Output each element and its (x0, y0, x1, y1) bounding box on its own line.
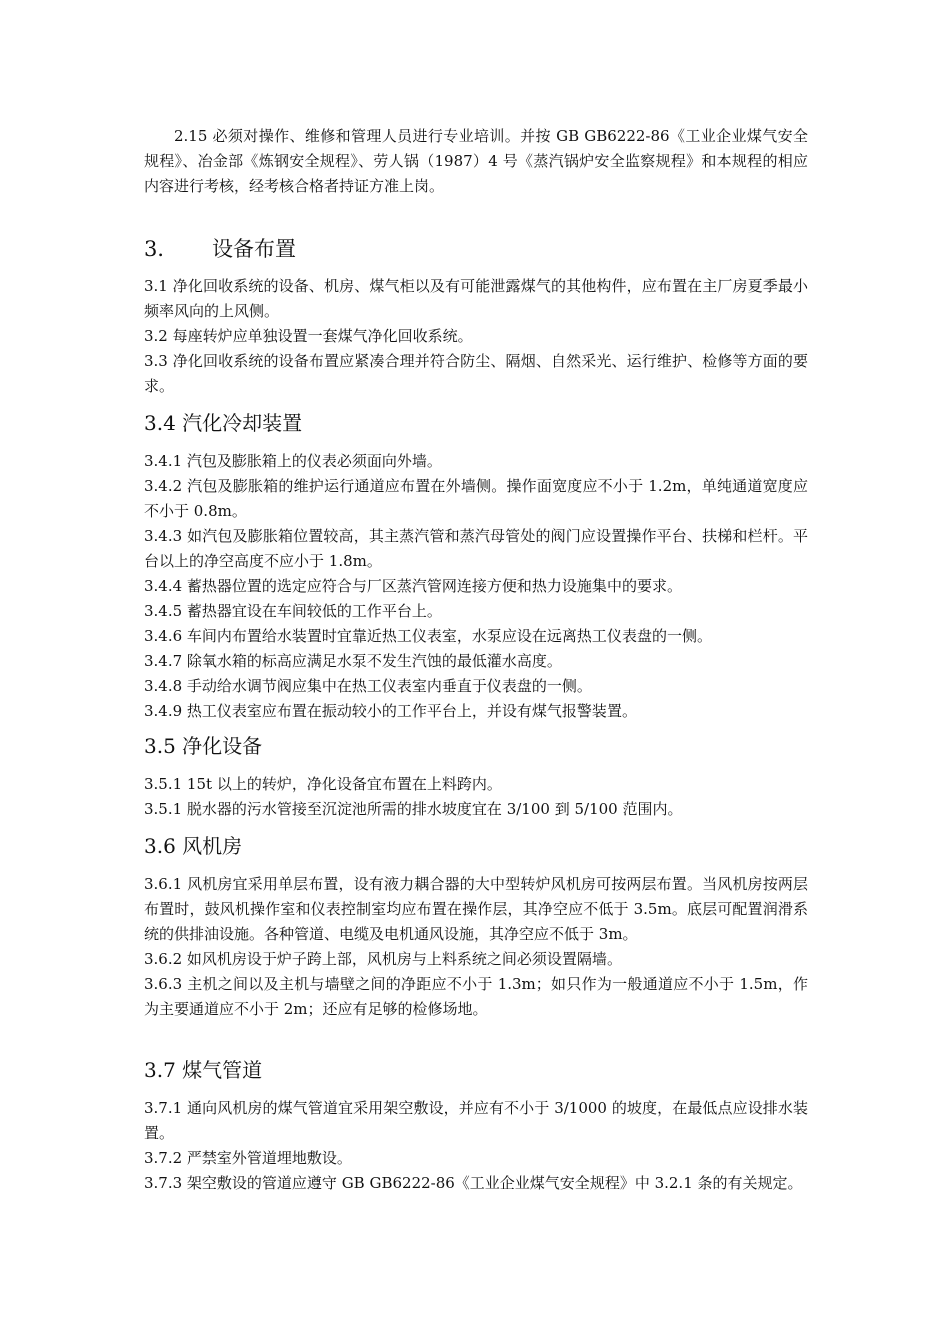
paragraph: 3.5.1 15t 以上的转炉，净化设备宜布置在上料跨内。 (144, 775, 502, 793)
section-3-7-items (144, 1096, 808, 1196)
section-3-6-heading: 3.6 风机房 (144, 834, 243, 858)
section-3-4-items (144, 449, 808, 724)
paragraph: 3.6.1 风机房宜采用单层布置，设有液力耦合器的大中型转炉风机房可按两层布置。当风机房按两层布置时，鼓风机操作室和仪表控制室均应布置在操作层，其净空应不低于 3.5m。底层可配置润滑系统的供排油设施。各种管道、电缆及电机通风设施，其净空应不低于 3m。 (144, 875, 808, 943)
paragraph: 3.2 每座转炉应单独设置一套煤气净化回收系统。 (144, 327, 473, 345)
paragraph: 3.4.3 如汽包及膨胀箱位置较高，其主蒸汽管和蒸汽母管处的阀门应设置操作平台、扶梯和栏杆。平台以上的净空高度不应小于 1.8m。 (144, 527, 808, 570)
section-3-6 (144, 831, 808, 861)
paragraph: 3.4.1 汽包及膨胀箱上的仪表必须面向外墙。 (144, 452, 442, 470)
section-3-7-heading: 3.7 煤气管道 (144, 1058, 263, 1082)
paragraph: 3.3 净化回收系统的设备布置应紧凑合理并符合防尘、隔烟、自然采光、运行维护、检修等方面的要求。 (144, 352, 808, 395)
section-3-5-heading: 3.5 净化设备 (144, 734, 263, 758)
section-3-5-items (144, 772, 808, 822)
paragraph: 3.7.1 通向风机房的煤气管道宜采用架空敷设，并应有不小于 3/1000 的坡度，在最低点应设排水装置。 (144, 1099, 808, 1142)
section-3-5 (144, 731, 808, 761)
paragraph: 3.4.5 蓄热器宜设在车间较低的工作平台上。 (144, 602, 442, 620)
intro-block (144, 124, 808, 199)
paragraph: 3.1 净化回收系统的设备、机房、煤气柜以及有可能泄露煤气的其他构件，应布置在主厂房夏季最小频率风向的上风侧。 (144, 277, 808, 320)
intro-paragraph: 2.15 必须对操作、维修和管理人员进行专业培训。并按 GB GB6222-86《工业企业煤气安全规程》、冶金部《炼钢安全规程》、劳人锅（1987）4 号《蒸汽锅炉安全监察规程》和本规程的相应内容进行考核，经考核合格者持证方准上岗。 (144, 127, 808, 195)
paragraph: 3.6.3 主机之间以及主机与墙壁之间的净距应不小于 1.3m；如只作为一般通道应不小于 1.5m，作为主要通道应不小于 2m；还应有足够的检修场地。 (144, 975, 808, 1018)
paragraph: 3.4.2 汽包及膨胀箱的维护运行通道应布置在外墙侧。操作面宽度应不小于 1.2m，单纯通道宽度应不小于 0.8m。 (144, 477, 808, 520)
section-3-heading (144, 234, 808, 264)
section-3-4 (144, 408, 808, 438)
paragraph: 3.7.2 严禁室外管道埋地敷设。 (144, 1149, 352, 1167)
paragraph: 3.7.3 架空敷设的管道应遵守 GB GB6222-86《工业企业煤气安全规程》中 3.2.1 条的有关规定。 (144, 1174, 803, 1192)
section-3-title: 设备布置 (212, 237, 296, 261)
section-3-6-items (144, 872, 808, 1022)
paragraph: 3.4.7 除氧水箱的标高应满足水泵不发生汽蚀的最低灌水高度。 (144, 652, 562, 670)
section-3-7 (144, 1055, 808, 1085)
paragraph: 3.4.4 蓄热器位置的选定应符合与厂区蒸汽管网连接方便和热力设施集中的要求。 (144, 577, 682, 595)
paragraph: 3.4.6 车间内布置给水装置时宜靠近热工仪表室，水泵应设在远离热工仪表盘的一侧。 (144, 627, 712, 645)
paragraph: 3.4.8 手动给水调节阀应集中在热工仪表室内垂直于仪表盘的一侧。 (144, 677, 592, 695)
paragraph: 3.5.1 脱水器的污水管接至沉淀池所需的排水坡度宜在 3/100 到 5/100 范围内。 (144, 800, 683, 818)
section-3-4-heading: 3.4 汽化冷却装置 (144, 411, 303, 435)
paragraph: 3.6.2 如风机房设于炉子跨上部，风机房与上料系统之间必须设置隔墙。 (144, 950, 622, 968)
paragraph: 3.4.9 热工仪表室应布置在振动较小的工作平台上，并设有煤气报警装置。 (144, 702, 637, 720)
section-3-items (144, 274, 808, 399)
section-3-number: 3． (144, 237, 179, 261)
section-3 (144, 234, 808, 264)
